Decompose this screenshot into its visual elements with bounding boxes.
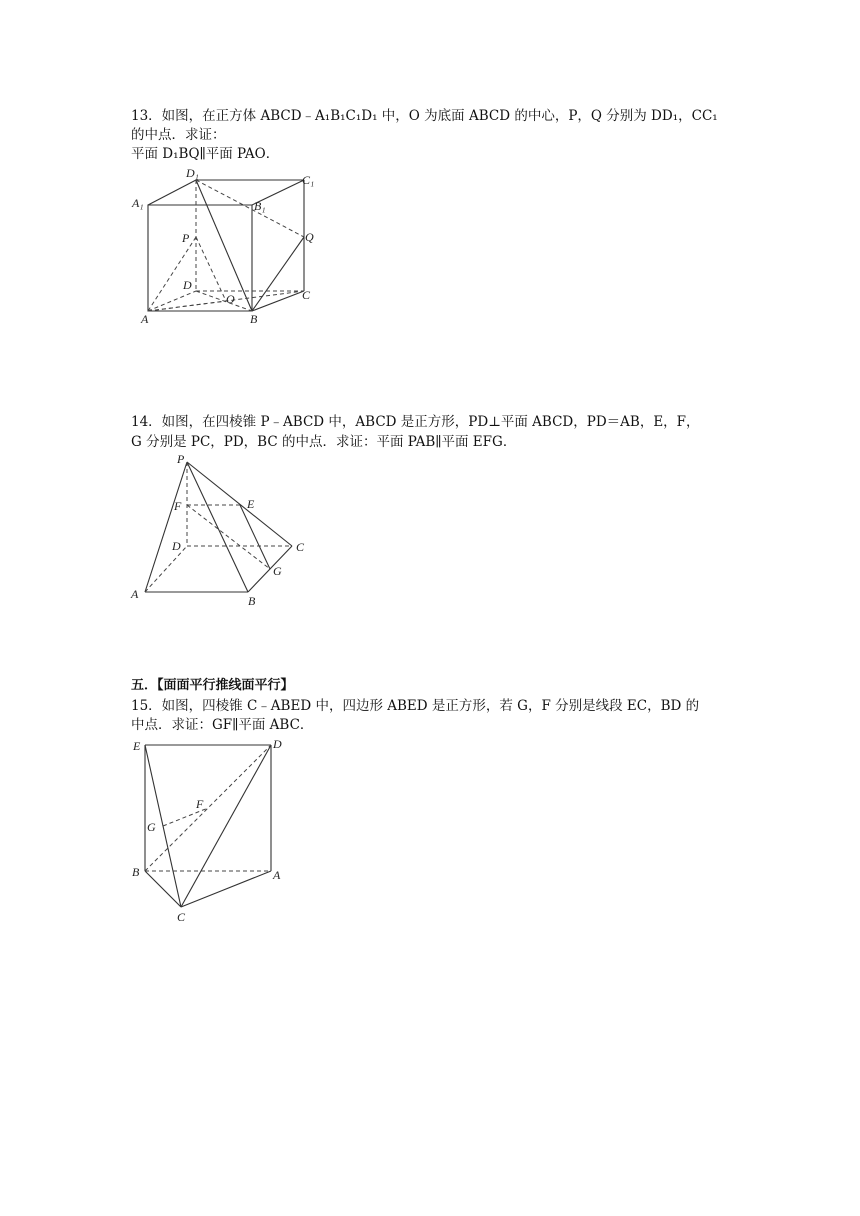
label-G: G xyxy=(273,564,282,578)
label-C: C xyxy=(296,540,305,554)
label-B1: B₁ xyxy=(254,199,266,213)
label-F: F xyxy=(174,499,182,513)
label-F: F xyxy=(196,797,204,811)
label-B: B xyxy=(248,594,256,608)
section-heading: 五．【面面平行推线面平行】 xyxy=(131,678,294,693)
problem-13-line-2: 的中点．求证： xyxy=(131,127,226,143)
label-G: G xyxy=(147,820,156,834)
label-D: D xyxy=(183,278,192,292)
label-A: A xyxy=(131,587,139,601)
problem-13-line-3: 平面 D₁BQ∥平面 PAO． xyxy=(131,146,280,162)
label-D: D xyxy=(172,539,181,553)
label-A: A xyxy=(273,868,281,882)
label-D: D xyxy=(273,737,282,751)
problem-14-line-1: 14．如图，在四棱锥 P﹣ABCD 中，ABCD 是正方形，PD⊥平面 ABCD，PD＝AB，E，F， xyxy=(131,414,700,430)
label-P: P xyxy=(182,231,190,245)
label-A1: A₁ xyxy=(132,196,144,210)
problem-13-line-1: 13．如图，在正方体 ABCD﹣A₁B₁C₁D₁ 中，O 为底面 ABCD 的中心，P，Q 分别为 DD₁，CC₁ xyxy=(131,108,718,124)
problem-15-line-1: 15．如图，四棱锥 C﹣ABED 中，四边形 ABED 是正方形，若 G，F 分别是线段 EC，BD 的 xyxy=(131,698,700,714)
label-B: B xyxy=(250,312,258,326)
label-C: C xyxy=(302,288,311,302)
label-Q: Q xyxy=(305,230,314,244)
problem-15-line-2: 中点．求证：GF∥平面 ABC． xyxy=(131,717,314,733)
label-E: E xyxy=(133,739,141,753)
label-E: E xyxy=(247,497,255,511)
label-C: C xyxy=(177,910,186,924)
label-B: B xyxy=(132,865,140,879)
label-D1: D₁ xyxy=(186,166,199,180)
label-C1: C₁ xyxy=(302,173,315,187)
label-O: O xyxy=(226,292,235,306)
problem-14-line-2: G 分别是 PC，PD，BC 的中点．求证：平面 PAB∥平面 EFG． xyxy=(131,434,517,450)
label-P: P xyxy=(177,452,185,466)
label-A: A xyxy=(141,312,149,326)
